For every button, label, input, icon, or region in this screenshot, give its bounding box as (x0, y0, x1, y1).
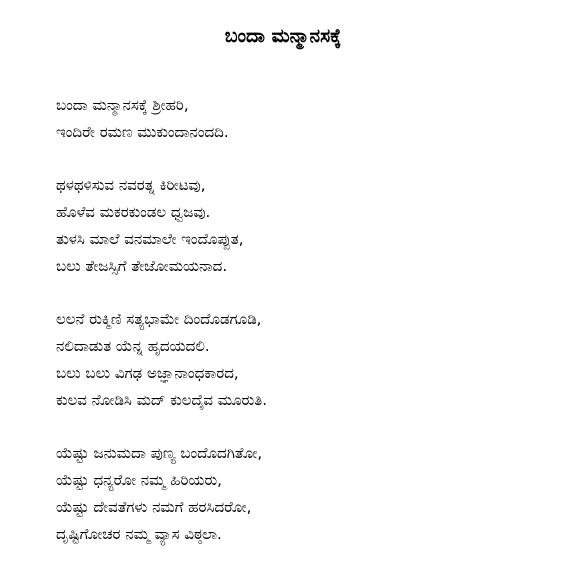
poem-line: ಥಳಥಳಿಸುವ ನವರತ್ನ ಕಿರೀಟವು, (56, 176, 206, 194)
stanza-2 (56, 172, 556, 280)
poem-line: ದೃಷ್ಟಿಗೋಚರ ನಮ್ಮ ವ್ಯಾಸ ವಿಠ್ಠಲಾ. (56, 525, 222, 543)
poem-line: ಹೊಳೆವ ಮಕರಕುಂಡಲ ಧ್ವಜವು. (56, 203, 211, 221)
poem-line: ಯೆಷ್ಟು ದೇವತೆಗಳು ನಮಗೆ ಹರಸಿದರೋ, (56, 498, 252, 516)
poem-line: ತುಳಸಿ ಮಾಲೆ ವನಮಾಲೇ ಇಂದೊಪ್ಪುತ, (56, 230, 244, 248)
poem-title: ಬಂದಾ ಮನ್ಮಾನಸಕ್ಕೆ (224, 25, 342, 47)
poem-line: ಬಂದಾ ಮನ್ಮಾನಸಕ್ಕೆ ಶ್ರೀಹರಿ, (56, 96, 189, 114)
poem-line: ನಲಿದಾಡುತ ಯೆನ್ನ ಹೃದಯದಲಿ. (56, 337, 210, 355)
poem-line: ಇಂದಿರೇ ರಮಣ ಮುಕುಂದಾನಂದದಿ. (56, 123, 229, 141)
stanza-3 (56, 306, 556, 414)
poem-line: ಕುಲವ ನೋಡಿಸಿ ಮದ್ ಕುಲದೈವ ಮೂರುತಿ. (56, 391, 267, 409)
poem-line: ಯೆಷ್ಟು ಧನ್ಯರೋ ನಮ್ಮ ಹಿರಿಯರು, (56, 471, 222, 489)
poem-line: ಯೆಷ್ಟು ಜನುಮದಾ ಪುಣ್ಯ ಬಂದೊದಗಿತೋ, (56, 444, 263, 462)
poem-line: ಬಲು ಬಲು ವಿಗಢ ಅಜ್ಞಾನಾಂಧಕಾರದ, (56, 364, 239, 382)
poem-line: ಬಲು ತೇಜಸ್ಸಿಗೆ ತೇಜೋಮಯನಾದ. (56, 257, 228, 275)
poem-line: ಲಲನೆ ರುಕ್ಮಿಣಿ ಸತ್ಯಭಾಮೇ ದಿಂದೊಡಗೂಡಿ, (56, 310, 262, 328)
stanza-1 (56, 92, 556, 146)
poem-body (56, 92, 556, 564)
stanza-4 (56, 440, 556, 548)
